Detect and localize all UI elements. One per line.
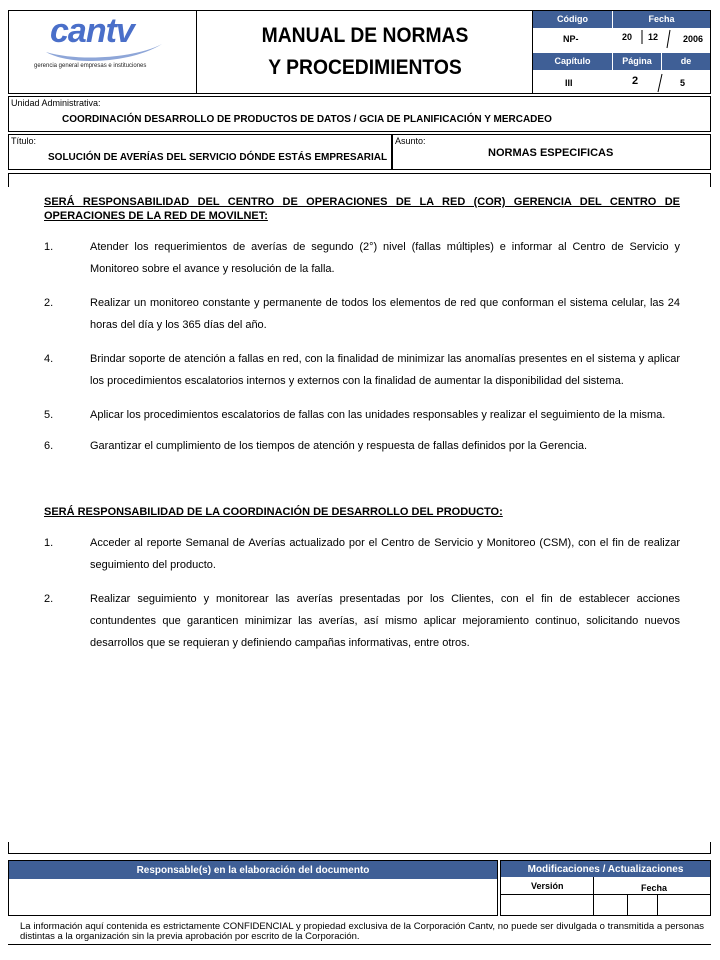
fecha-header-cell [613, 11, 710, 28]
de-label: de [680, 56, 692, 66]
item-text: Atender los requerimientos de averías de segundo (2°) nivel (fallas múltiples) e informar al Centro de Servicio y Monitoreo sobre el avance y resolución de la falla. [90, 241, 680, 275]
body-top-rule [8, 173, 711, 174]
asunto-value: NORMAS ESPECIFICAS [488, 147, 614, 159]
list-item [44, 236, 680, 280]
confidential-notice: La información aquí contenida es estrictamente CONFIDENCIAL y propiedad exclusiva de la Corporación Cantv, no puede ser divulgada o transmitida a personas distintas a la organización sin la previa aprobación por escrito de la Corporación. [20, 921, 704, 942]
item-number: 6. [44, 440, 54, 452]
list-item [44, 532, 680, 576]
fecha-year: 2006 [683, 34, 704, 44]
body-right-tick [710, 173, 711, 187]
item-number: 4. [44, 353, 54, 365]
list-item [44, 435, 680, 457]
modif-row-divider [501, 894, 710, 895]
responsables-header [9, 861, 497, 879]
version-label: Versión [531, 881, 564, 891]
capitulo-value: III [565, 78, 573, 88]
item-text: Brindar soporte de atención a fallas en red, con la finalidad de minimizar las anomalías presentes en el sistema y aplicar los procedimientos escalatorios internos y externos con la finalidad de aumentar la disponibilidad del sistema. [90, 353, 680, 387]
modificaciones-label: Modificaciones / Actualizaciones [527, 864, 684, 875]
pagina-value: 2 [632, 75, 639, 87]
section1-title: SERÁ RESPONSABILIDAD DEL CENTRO DE OPERACIONES DE LA RED (COR) GERENCIA DEL CENTRO DE OPERACIONES DE LA RED DE MOVILNET: [44, 196, 680, 222]
item-text: Garantizar el cumplimiento de los tiempos de atención y respuesta de fallas definidos por la Gerencia. [90, 440, 588, 452]
header-divider-logo [196, 10, 197, 94]
pagina-header-cell [613, 53, 661, 70]
fecha-footer-label: Fecha [641, 883, 668, 893]
de-value: 5 [680, 78, 686, 88]
item-text: Acceder al reporte Semanal de Averías actualizado por el Centro de Servicio y Monitoreo (CSM), con el fin de realizar seguimiento del producto. [90, 537, 680, 571]
fecha-separators [612, 28, 711, 52]
fecha-month: 12 [648, 32, 659, 42]
item-text: Realizar un monitoreo constante y permanente de todos los elementos de red que conforman el sistema celular, las 24 horas del día y los 365 días del año. [90, 297, 680, 331]
unidad-label: Unidad Administrativa: [11, 98, 101, 108]
pagina-separator [650, 72, 664, 94]
item-number: 5. [44, 409, 54, 421]
item-number: 2. [44, 593, 54, 605]
de-header-cell [662, 53, 710, 70]
titulo-value: SOLUCIÓN DE AVERÍAS DEL SERVICIO DÓNDE ESTÁS EMPRESARIAL [48, 152, 388, 163]
titulo-label: Título: [11, 136, 37, 146]
codigo-label: Código [557, 14, 588, 24]
manual-title-line2: Y PROCEDIMIENTOS [268, 56, 462, 79]
pagina-label: Página [622, 56, 652, 66]
modificaciones-header [501, 861, 710, 877]
logo-subtitle: gerencia general empresas e instituciones [34, 63, 147, 69]
item-number: 1. [44, 241, 54, 253]
item-number: 2. [44, 297, 54, 309]
capitulo-header-cell [533, 53, 612, 70]
codigo-header-cell [533, 11, 612, 28]
fecha-day: 20 [622, 32, 633, 42]
body-bottom-rule [8, 853, 711, 854]
modif-col-divider [593, 877, 594, 916]
list-item [44, 404, 680, 426]
unidad-value: COORDINACIÓN DESARROLLO DE PRODUCTOS DE DATOS / GCIA DE PLANIFICACIÓN Y MERCADEO [62, 114, 552, 125]
item-number: 1. [44, 537, 54, 549]
codigo-value: NP- [563, 34, 579, 44]
fecha-label: Fecha [648, 14, 675, 24]
asunto-label: Asunto: [395, 136, 426, 146]
item-text: Realizar seguimiento y monitorear las averías presentadas por los Clientes, con el fin de establecer acciones contundentes que garanticen minimizar las averías, así mismo aplicar mejoramiento continuo, solicitando nuevos desarrollos que se requieran y definiendo campañas informativas, entre otros. [90, 593, 680, 649]
responsables-label: Responsable(s) en la elaboración del documento [136, 865, 370, 876]
manual-title-line1: MANUAL DE NORMAS [261, 24, 469, 47]
list-item [44, 348, 680, 392]
list-item [44, 588, 680, 654]
footer-bottom-rule [8, 944, 711, 945]
item-text: Aplicar los procedimientos escalatorios de fallas con las unidades responsables y realizar el seguimiento de la misma. [90, 409, 666, 421]
list-item [44, 292, 680, 336]
modif-cell-divider-1 [627, 895, 628, 916]
body-left-tick [8, 173, 9, 187]
section2-title: SERÁ RESPONSABILIDAD DE LA COORDINACIÓN DE DESARROLLO DEL PRODUCTO: [44, 506, 503, 518]
modif-cell-divider-2 [657, 895, 658, 916]
logo-text: cantv [50, 12, 134, 50]
capitulo-label: Capítulo [554, 56, 591, 66]
